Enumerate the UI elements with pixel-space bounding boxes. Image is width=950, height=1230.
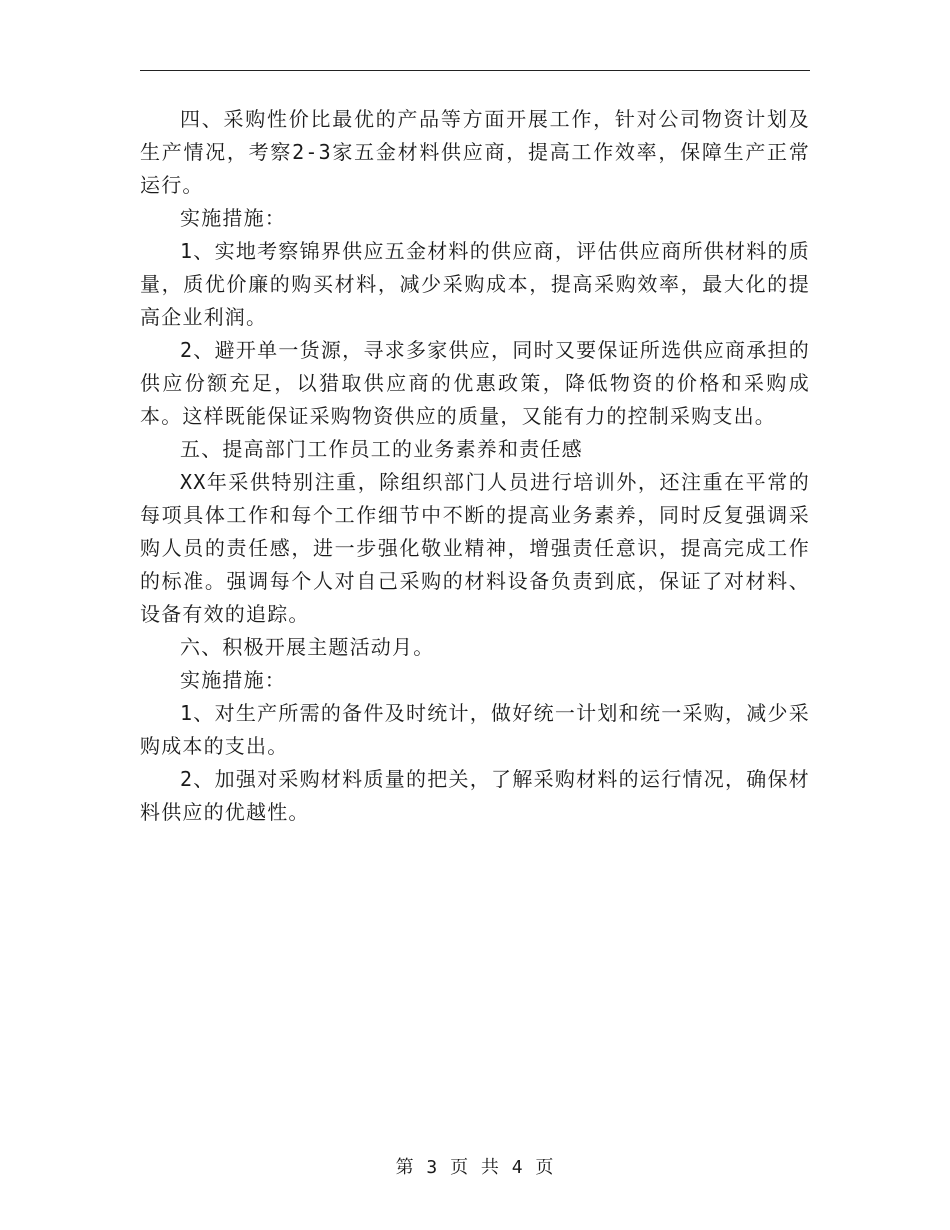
document-body — [140, 103, 810, 829]
paragraph-section-four: 四、采购性价比最优的产品等方面开展工作，针对公司物资计划及生产情况，考察2-3家五金材料供应商，提高工作效率，保障生产正常运行。 — [140, 107, 810, 197]
header-rule — [140, 70, 810, 71]
paragraph-section-five-body: XX年采供特别注重，除组织部门人员进行培训外，还注重在平常的每项具体工作和每个工作细节中不断的提高业务素养，同时反复强调采购人员的责任感，进一步强化敬业精神，增强责任意识，提高完成工作的标准。强调每个人对自己采购的材料设备负责到底，保证了对材料、设备有效的追踪。 — [140, 470, 810, 626]
paragraph-measure-1b: 1、对生产所需的备件及时统计，做好统一计划和统一采购，减少采购成本的支出。 — [140, 701, 810, 758]
page-footer: 第 3 页 共 4 页 — [395, 1157, 555, 1178]
paragraph-measures-heading: 实施措施： — [180, 206, 286, 230]
paragraph-measure-2b: 2、加强对采购材料质量的把关，了解采购材料的运行情况，确保材料供应的优越性。 — [140, 767, 810, 824]
paragraph-section-six: 六、积极开展主题活动月。 — [180, 635, 435, 659]
paragraph-measure-1: 1、实地考察锦界供应五金材料的供应商，评估供应商所供材料的质量，质优价廉的购买材料，减少采购成本，提高采购效率，最大化的提高企业利润。 — [140, 239, 810, 329]
paragraph-section-five: 五、提高部门工作员工的业务素养和责任感 — [180, 437, 583, 461]
paragraph-measures-heading-2: 实施措施： — [180, 668, 286, 692]
paragraph-measure-2: 2、避开单一货源，寻求多家供应，同时又要保证所选供应商承担的供应份额充足，以猎取供应商的优惠政策，降低物资的价格和采购成本。这样既能保证采购物资供应的质量，又能有力的控制采购支出。 — [140, 338, 810, 428]
